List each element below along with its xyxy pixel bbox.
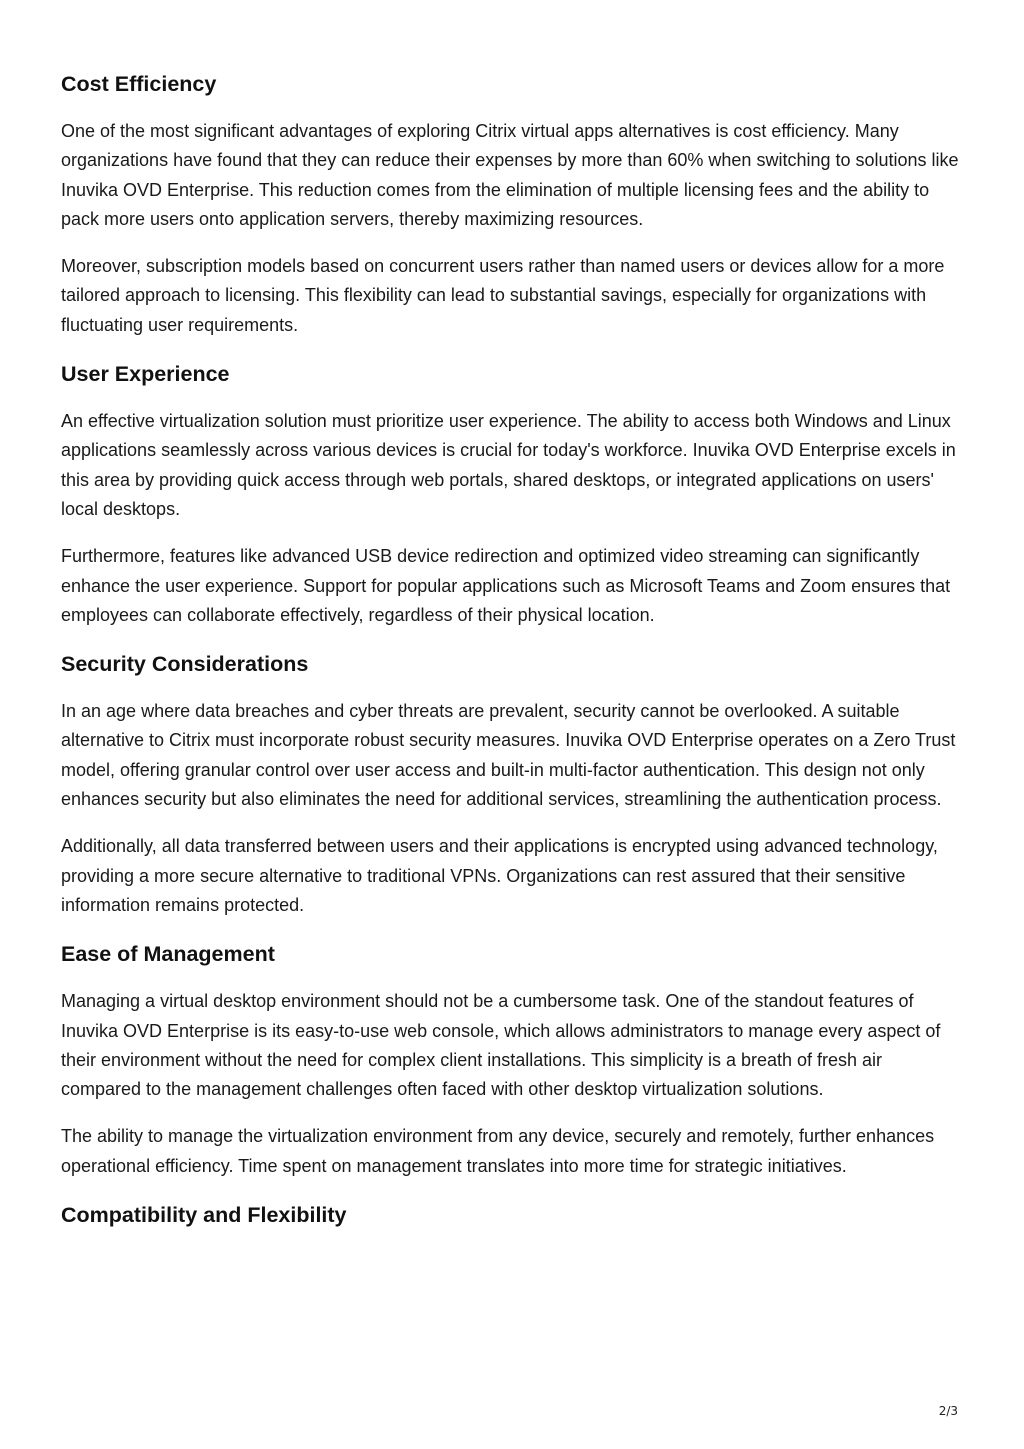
- section-compatibility-and-flexibility: [61, 1199, 966, 1231]
- paragraph: Furthermore, features like advanced USB device redirection and optimized video streaming can significantly enhance the user experience. Support for popular applications such as Microsoft Teams and Zoom ensures that employees can collaborate effectively, regardless of their physical location.: [61, 546, 951, 625]
- section-security-considerations: [61, 648, 966, 920]
- section-heading: Compatibility and Flexibility: [61, 1203, 347, 1228]
- paragraph: Managing a virtual desktop environment should not be a cumbersome task. One of the standout features of Inuvika OVD Enterprise is its easy-to-use web console, which allows administrators to manage every aspect of their environment without the need for complex client installations. This simplicity is a breath of fresh air compared to the management challenges often faced with other desktop virtualization solutions.: [61, 991, 941, 1100]
- paragraph: Moreover, subscription models based on concurrent users rather than named users or devices allow for a more tailored approach to licensing. This flexibility can lead to substantial savings, especially for organizations with fluctuating user requirements.: [61, 256, 945, 335]
- section-heading: Cost Efficiency: [61, 72, 217, 96]
- page-number: 2/3: [938, 1404, 958, 1418]
- paragraph: An effective virtualization solution must prioritize user experience. The ability to access both Windows and Linux applications seamlessly across various devices is crucial for today's workforce. Inuvika OVD Enterprise excels in this area by providing quick access through web portals, shared desktops, or integrated applications on users' local desktops.: [61, 411, 956, 519]
- section-cost-efficiency: [61, 68, 966, 340]
- section-user-experience: [61, 358, 966, 630]
- section-ease-of-management: [61, 938, 966, 1181]
- paragraph: One of the most significant advantages of exploring Citrix virtual apps alternatives is cost efficiency. Many organizations have found that they can reduce their expenses by more than 60% when switching to solutions like Inuvika OVD Enterprise. This reduction comes from the elimination of multiple licensing fees and the ability to pack more users onto application servers, thereby maximizing resources.: [61, 121, 959, 229]
- paragraph: Additionally, all data transferred between users and their applications is encrypted using advanced technology, providing a more secure alternative to traditional VPNs. Organizations can rest assured that their sensitive information remains protected.: [61, 836, 938, 915]
- section-heading: Security Considerations: [61, 652, 309, 677]
- paragraph: In an age where data breaches and cyber threats are prevalent, security cannot be overlooked. A suitable alternative to Citrix must incorporate robust security measures. Inuvika OVD Enterprise operates on a Zero Trust model, offering granular control over user access and built-in multi-factor authentication. This design not only enhances security but also eliminates the need for additional services, streamlining the authentication process.: [61, 701, 956, 810]
- section-heading: User Experience: [61, 362, 230, 387]
- section-heading: Ease of Management: [61, 942, 275, 967]
- document-page: [61, 68, 966, 1248]
- paragraph: The ability to manage the virtualization environment from any device, securely and remotely, further enhances operational efficiency. Time spent on management translates into more time for strategic initiatives.: [61, 1126, 935, 1176]
